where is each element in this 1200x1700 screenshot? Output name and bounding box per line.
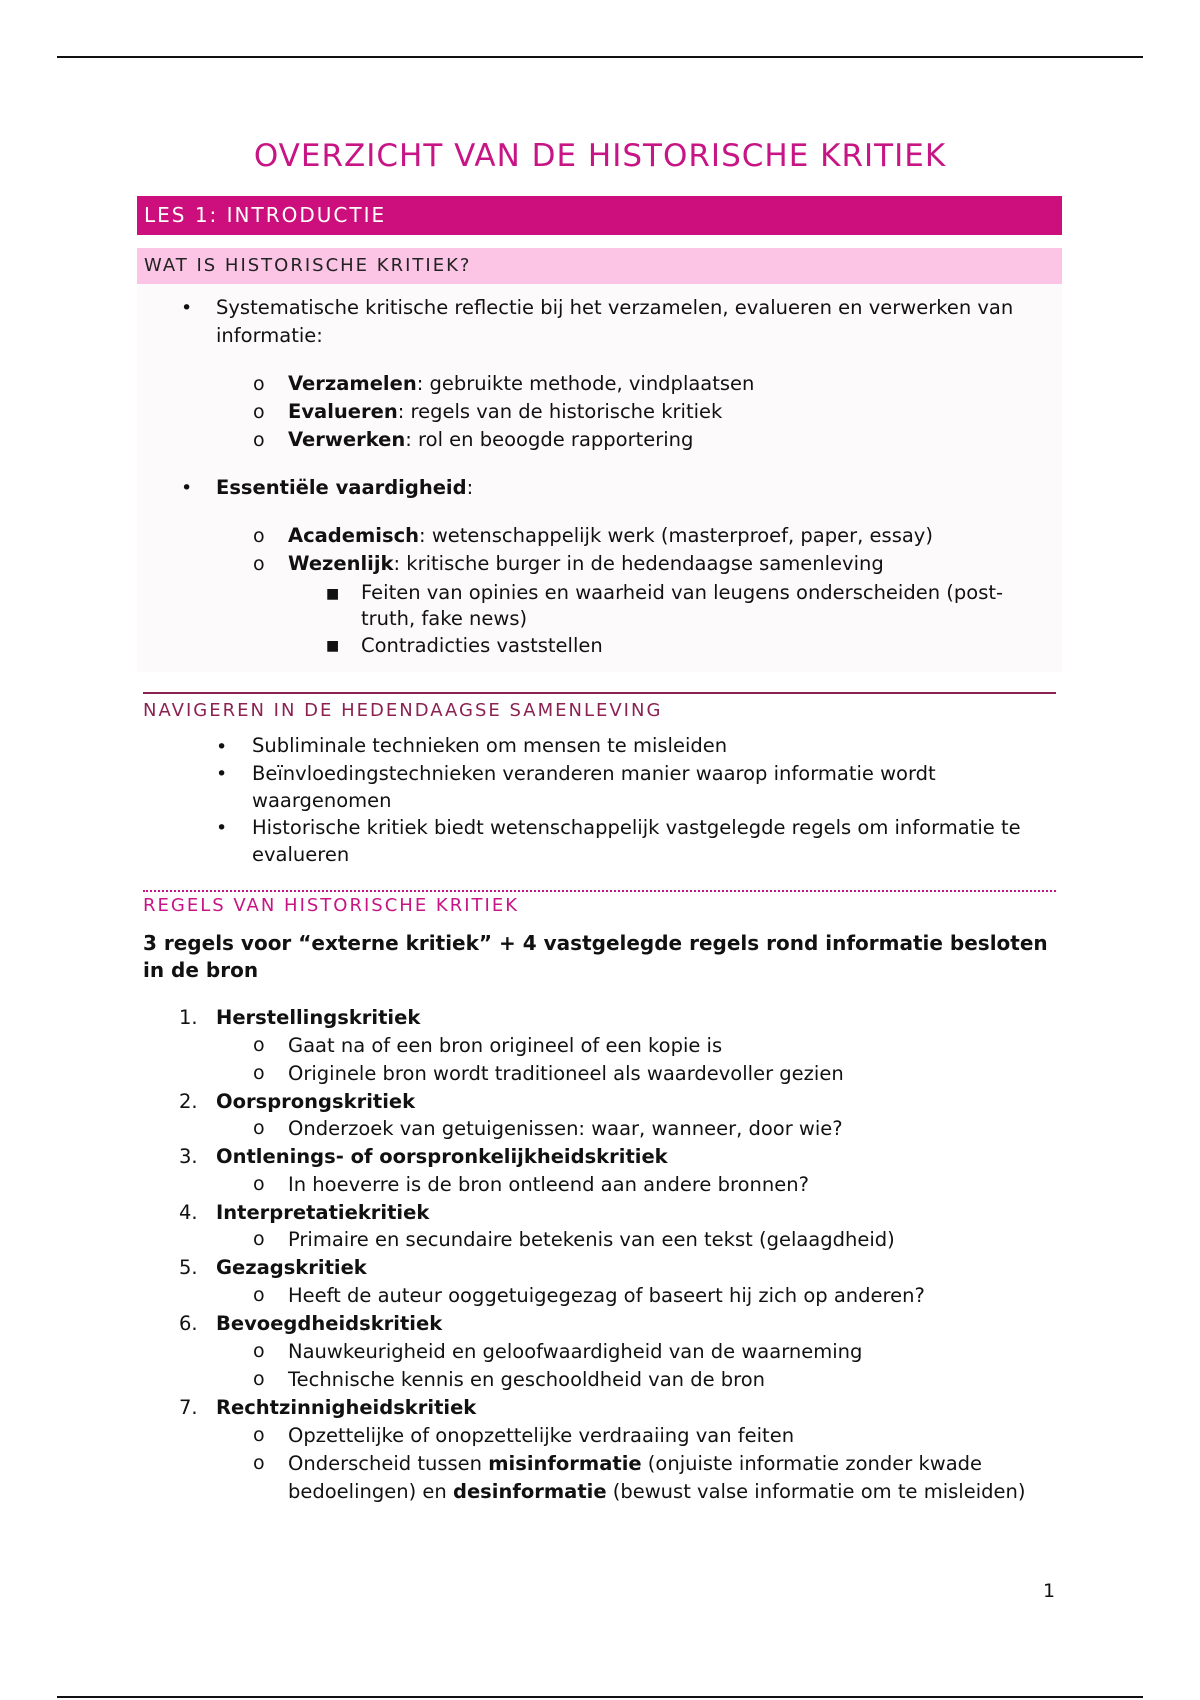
term: Academisch xyxy=(288,524,420,547)
section-divider-dotted xyxy=(143,890,1056,892)
rule-point-text: Onderzoek van getuigenissen: waar, wanneer, door wie? xyxy=(288,1117,843,1140)
rule-item xyxy=(0,1143,1200,1171)
term-misinformatie: misinformatie xyxy=(488,1452,642,1475)
rule-point xyxy=(0,1115,1200,1143)
rule-point xyxy=(0,1366,1200,1394)
sublist-skills xyxy=(0,522,1200,578)
term: Verzamelen xyxy=(288,372,417,395)
term-description: : rol en beoogde rapportering xyxy=(405,428,694,451)
circle-marker: o xyxy=(253,1452,265,1474)
list-item xyxy=(0,760,1200,814)
rule-name: Rechtzinnigheidskritiek xyxy=(216,1396,477,1419)
footer-rule xyxy=(57,1696,1143,1698)
rules-intro: 3 regels voor “externe kritiek” + 4 vastgelegde regels rond informatie besloten in de bron xyxy=(143,931,1048,982)
circle-marker: o xyxy=(253,1117,265,1139)
rule-number: 5. xyxy=(179,1256,198,1279)
sublist-verwerking xyxy=(0,370,1200,454)
rule-name: Bevoegdheidskritiek xyxy=(216,1312,443,1335)
rule-item xyxy=(0,1254,1200,1282)
list-item xyxy=(0,398,1200,426)
list-item xyxy=(0,814,1200,868)
rule-number: 6. xyxy=(179,1312,198,1335)
circle-marker: o xyxy=(253,1368,265,1390)
rule-item xyxy=(0,1004,1200,1032)
heading-les-1: LES 1: INTRODUCTIE xyxy=(137,196,1062,235)
list-item-text: Historische kritiek biedt wetenschappelijk vastgelegde regels om informatie te evalueren xyxy=(252,816,1021,866)
rule-number: 2. xyxy=(179,1090,198,1113)
rule-point-text: Opzettelijke of onopzettelijke verdraaiing van feiten xyxy=(288,1424,795,1447)
list-item xyxy=(0,632,1200,660)
circle-marker: o xyxy=(253,429,265,451)
rule-point xyxy=(0,1422,1200,1450)
circle-marker: o xyxy=(253,553,265,575)
term-description: : regels van de historische kritiek xyxy=(397,400,723,423)
bullet-marker: • xyxy=(216,817,228,839)
rule-point-text: Originele bron wordt traditioneel als waardevoller gezien xyxy=(288,1062,844,1085)
rule-point xyxy=(0,1171,1200,1199)
sublist-wezenlijk xyxy=(0,580,1200,660)
circle-marker: o xyxy=(253,1284,265,1306)
bullet-list-navigeren xyxy=(0,733,1200,868)
rule-point xyxy=(0,1282,1200,1310)
rule-point xyxy=(0,1450,1200,1506)
list-item xyxy=(0,522,1200,550)
bullet-marker: • xyxy=(216,736,228,758)
rule-name: Interpretatiekritiek xyxy=(216,1201,430,1224)
document-title: OVERZICHT VAN DE HISTORISCHE KRITIEK xyxy=(253,138,947,174)
circle-marker: o xyxy=(253,1173,265,1195)
list-item-text: Feiten van opinies en waarheid van leugens onderscheiden (post-truth, fake news) xyxy=(361,581,1004,630)
bullet-definition-text: Systematische kritische reflectie bij het verzamelen, evalueren en verwerken van informatie: xyxy=(216,296,1014,347)
rule-number: 3. xyxy=(179,1145,198,1168)
term-desinformatie: desinformatie xyxy=(452,1479,607,1503)
rule-item xyxy=(0,1088,1200,1115)
rule-point-text: Gaat na of een bron origineel of een kopie is xyxy=(288,1034,723,1057)
rule-point-text: Heeft de auteur ooggetuigegezag of baseert hij zich op anderen? xyxy=(288,1284,925,1307)
circle-marker: o xyxy=(253,373,265,395)
rule-name: Oorsprongskritiek xyxy=(216,1090,416,1113)
rule-point-text: Onderscheid tussen misinformatie (onjuiste informatie zonder kwade bedoelingen) en desinformatie (bewust valse informatie om te misleiden) xyxy=(288,1452,1026,1503)
square-marker: ■ xyxy=(326,638,340,654)
rule-point xyxy=(0,1060,1200,1088)
rule-point xyxy=(0,1338,1200,1366)
circle-marker: o xyxy=(253,1340,265,1362)
bullet-marker: • xyxy=(216,763,228,785)
list-item xyxy=(0,426,1200,454)
page-number: 1 xyxy=(1043,1580,1056,1602)
rule-point xyxy=(0,1226,1200,1254)
term: Wezenlijk xyxy=(288,552,394,575)
header-rule xyxy=(57,56,1143,58)
rule-name: Ontlenings- of oorspronkelijkheidskritiek xyxy=(216,1145,668,1168)
term: Verwerken xyxy=(288,428,406,451)
heading-wat-is-historische-kritiek: WAT IS HISTORISCHE KRITIEK? xyxy=(137,248,1062,284)
rule-point-text: Nauwkeurigheid en geloofwaardigheid van de waarneming xyxy=(288,1340,863,1363)
rule-name: Gezagskritiek xyxy=(216,1256,367,1279)
rule-item xyxy=(0,1394,1200,1422)
circle-marker: o xyxy=(253,401,265,423)
list-item xyxy=(0,733,1200,760)
rule-number: 4. xyxy=(179,1201,198,1224)
rule-number: 1. xyxy=(179,1006,198,1029)
rule-item xyxy=(0,1199,1200,1226)
rule-item xyxy=(0,1310,1200,1338)
term-description: : gebruikte methode, vindplaatsen xyxy=(416,372,755,395)
rule-name: Herstellingskritiek xyxy=(216,1006,421,1029)
bullet-marker: • xyxy=(181,477,193,499)
circle-marker: o xyxy=(253,525,265,547)
list-item-text: Subliminale technieken om mensen te misleiden xyxy=(252,734,728,757)
bullet-marker: • xyxy=(181,297,193,319)
term: Evalueren xyxy=(288,400,398,423)
rule-point-text: Primaire en secundaire betekenis van een tekst (gelaagdheid) xyxy=(288,1228,895,1251)
circle-marker: o xyxy=(253,1062,265,1084)
list-item-text: Contradicties vaststellen xyxy=(361,634,603,657)
term: Essentiële vaardigheid xyxy=(216,476,467,499)
rules-list xyxy=(0,1004,1200,1506)
term-description: : kritische burger in de hedendaagse samenleving xyxy=(393,552,884,575)
section-divider xyxy=(143,692,1056,694)
list-item-text: Beïnvloedingstechnieken veranderen manier waarop informatie wordt waargenomen xyxy=(252,762,936,812)
list-item xyxy=(0,550,1200,578)
rule-point-text: In hoeverre is de bron ontleend aan andere bronnen? xyxy=(288,1173,809,1196)
term-description: : wetenschappelijk werk (masterproef, paper, essay) xyxy=(419,524,933,547)
term-suffix: : xyxy=(466,476,474,499)
list-item xyxy=(0,580,1200,632)
circle-marker: o xyxy=(253,1034,265,1056)
square-marker: ■ xyxy=(326,586,340,602)
rule-point-text: Technische kennis en geschooldheid van de bron xyxy=(288,1368,766,1391)
list-item xyxy=(0,370,1200,398)
circle-marker: o xyxy=(253,1228,265,1250)
circle-marker: o xyxy=(253,1424,265,1446)
rule-number: 7. xyxy=(179,1396,198,1419)
heading-regels: REGELS VAN HISTORISCHE KRITIEK xyxy=(143,895,520,916)
rule-point xyxy=(0,1032,1200,1060)
heading-navigeren: NAVIGEREN IN DE HEDENDAAGSE SAMENLEVING xyxy=(143,700,663,721)
